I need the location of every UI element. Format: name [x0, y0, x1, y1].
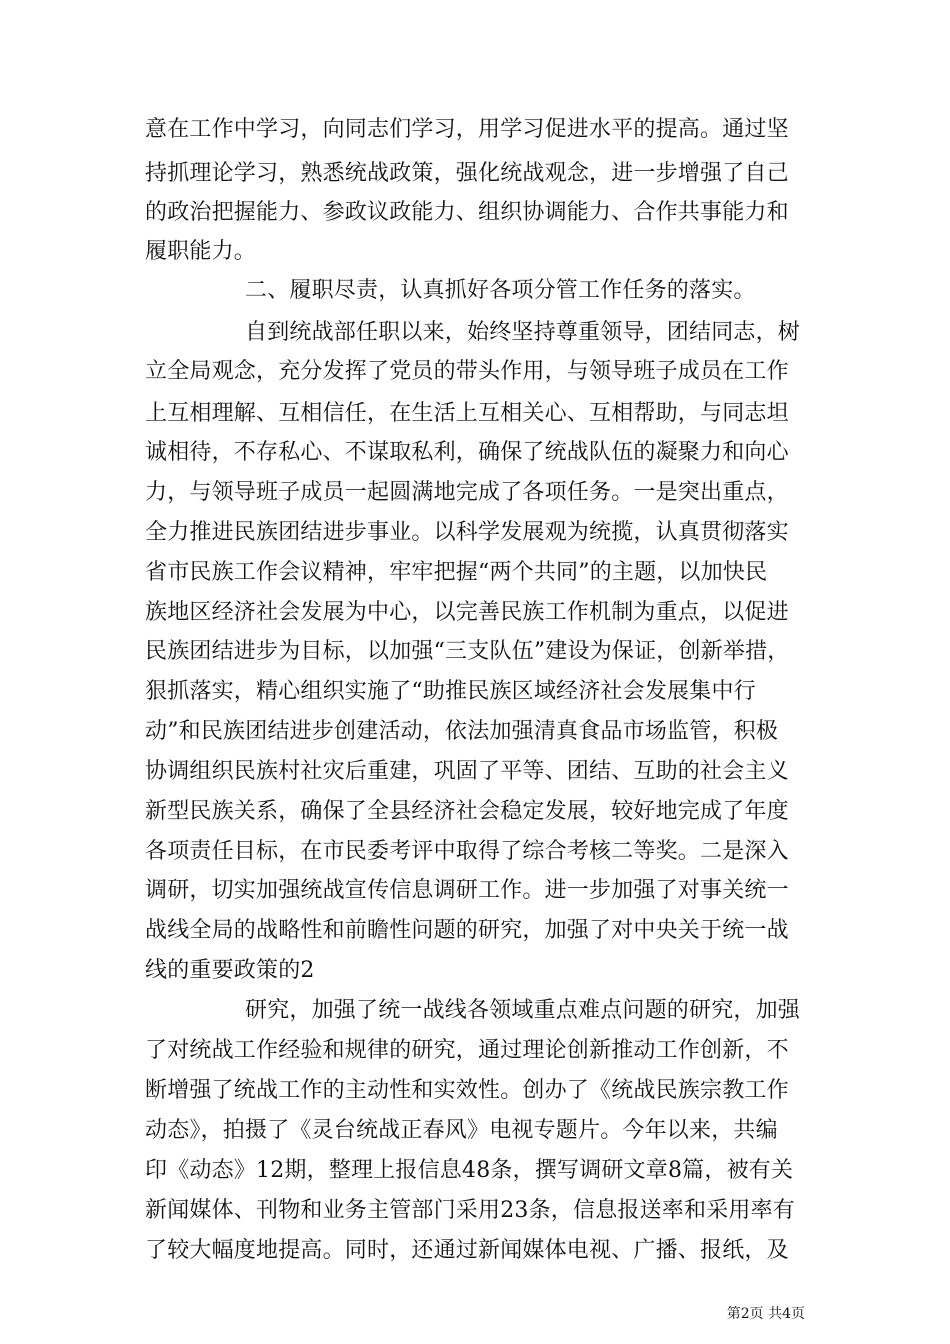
text-line: 狠抓落实，精心组织实施了“助推民族区域经济社会发展集中行	[145, 679, 756, 704]
text-line: 动态》，拍摄了《灵台统战正春风》电视专题片。今年以来，共编	[145, 1118, 778, 1143]
text-line: 履职能力。	[145, 239, 257, 264]
text-line: 民族团结进步为目标，以加强“三支队伍”建设为保证，创新举措，	[145, 639, 790, 664]
text-line: 战线全局的战略性和前瞻性问题的研究，加强了对中央关于统一战	[145, 918, 789, 943]
text-line: 新闻媒体、刊物和业务主管部门采用23条，信息报送率和采用率有	[145, 1198, 795, 1223]
text-line: 力，与领导班子成员一起圆满地完成了各项任务。一是突出重点，	[145, 480, 789, 505]
text-line: 诚相待，不存私心、不谋取私利，确保了统战队伍的凝聚力和向心	[145, 440, 789, 465]
text-line: 调研，切实加强统战宣传信息调研工作。进一步加强了对事关统一	[145, 878, 789, 903]
text-line: 线的重要政策的2	[145, 958, 315, 983]
text-line: 各项责任目标，在市民委考评中取得了综合考核二等奖。二是深入	[145, 839, 789, 864]
text-line: 动”和民族团结进步创建活动，依法加强清真食品市场监管，积极	[145, 719, 779, 744]
text-line: 印《动态》12期，整理上报信息48条，撰写调研文章8篇，被有关	[145, 1158, 794, 1183]
text-line: 了对统战工作经验和规律的研究，通过理论创新推动工作创新，不	[145, 1038, 789, 1063]
text-line: 全力推进民族团结进步事业。以科学发展观为统揽，认真贯彻落实	[145, 520, 789, 545]
section-heading: 二、履职尽责，认真抓好各项分管工作任务的落实。	[245, 278, 756, 303]
text-line: 协调组织民族村社灾后重建，巩固了平等、团结、互助的社会主义	[145, 759, 789, 784]
text-line: 自到统战部任职以来，始终坚持尊重领导，团结同志，树	[245, 320, 801, 345]
text-line: 上互相理解、互相信任，在生活上互相关心、互相帮助，与同志坦	[145, 401, 789, 426]
text-line: 族地区经济社会发展为中心，以完善民族工作机制为重点，以促进	[145, 600, 789, 625]
text-line: 省市民族工作会议精神，牢牢把握“两个共同”的主题，以加快民	[145, 560, 768, 585]
text-line: 断增强了统战工作的主动性和实效性。创办了《统战民族宗教工作	[145, 1078, 789, 1103]
text-line: 的政治把握能力、参政议政能力、组织协调能力、合作共事能力和	[145, 200, 789, 225]
text-line: 持抓理论学习，熟悉统战政策，强化统战观念，进一步增强了自己	[145, 161, 789, 186]
text-line: 立全局观念，充分发挥了党员的带头作用，与领导班子成员在工作	[145, 359, 789, 384]
text-line: 研究，加强了统一战线各领域重点难点问题的研究，加强	[245, 998, 801, 1023]
text-line: 了较大幅度地提高。同时，还通过新闻媒体电视、广播、报纸，及	[145, 1238, 789, 1263]
text-line: 意在工作中学习，向同志们学习，用学习促进水平的提高。通过坚	[145, 117, 789, 142]
page-number: 第2页 共4页	[726, 1306, 805, 1322]
text-line: 新型民族关系，确保了全县经济社会稳定发展，较好地完成了年度	[145, 799, 789, 824]
